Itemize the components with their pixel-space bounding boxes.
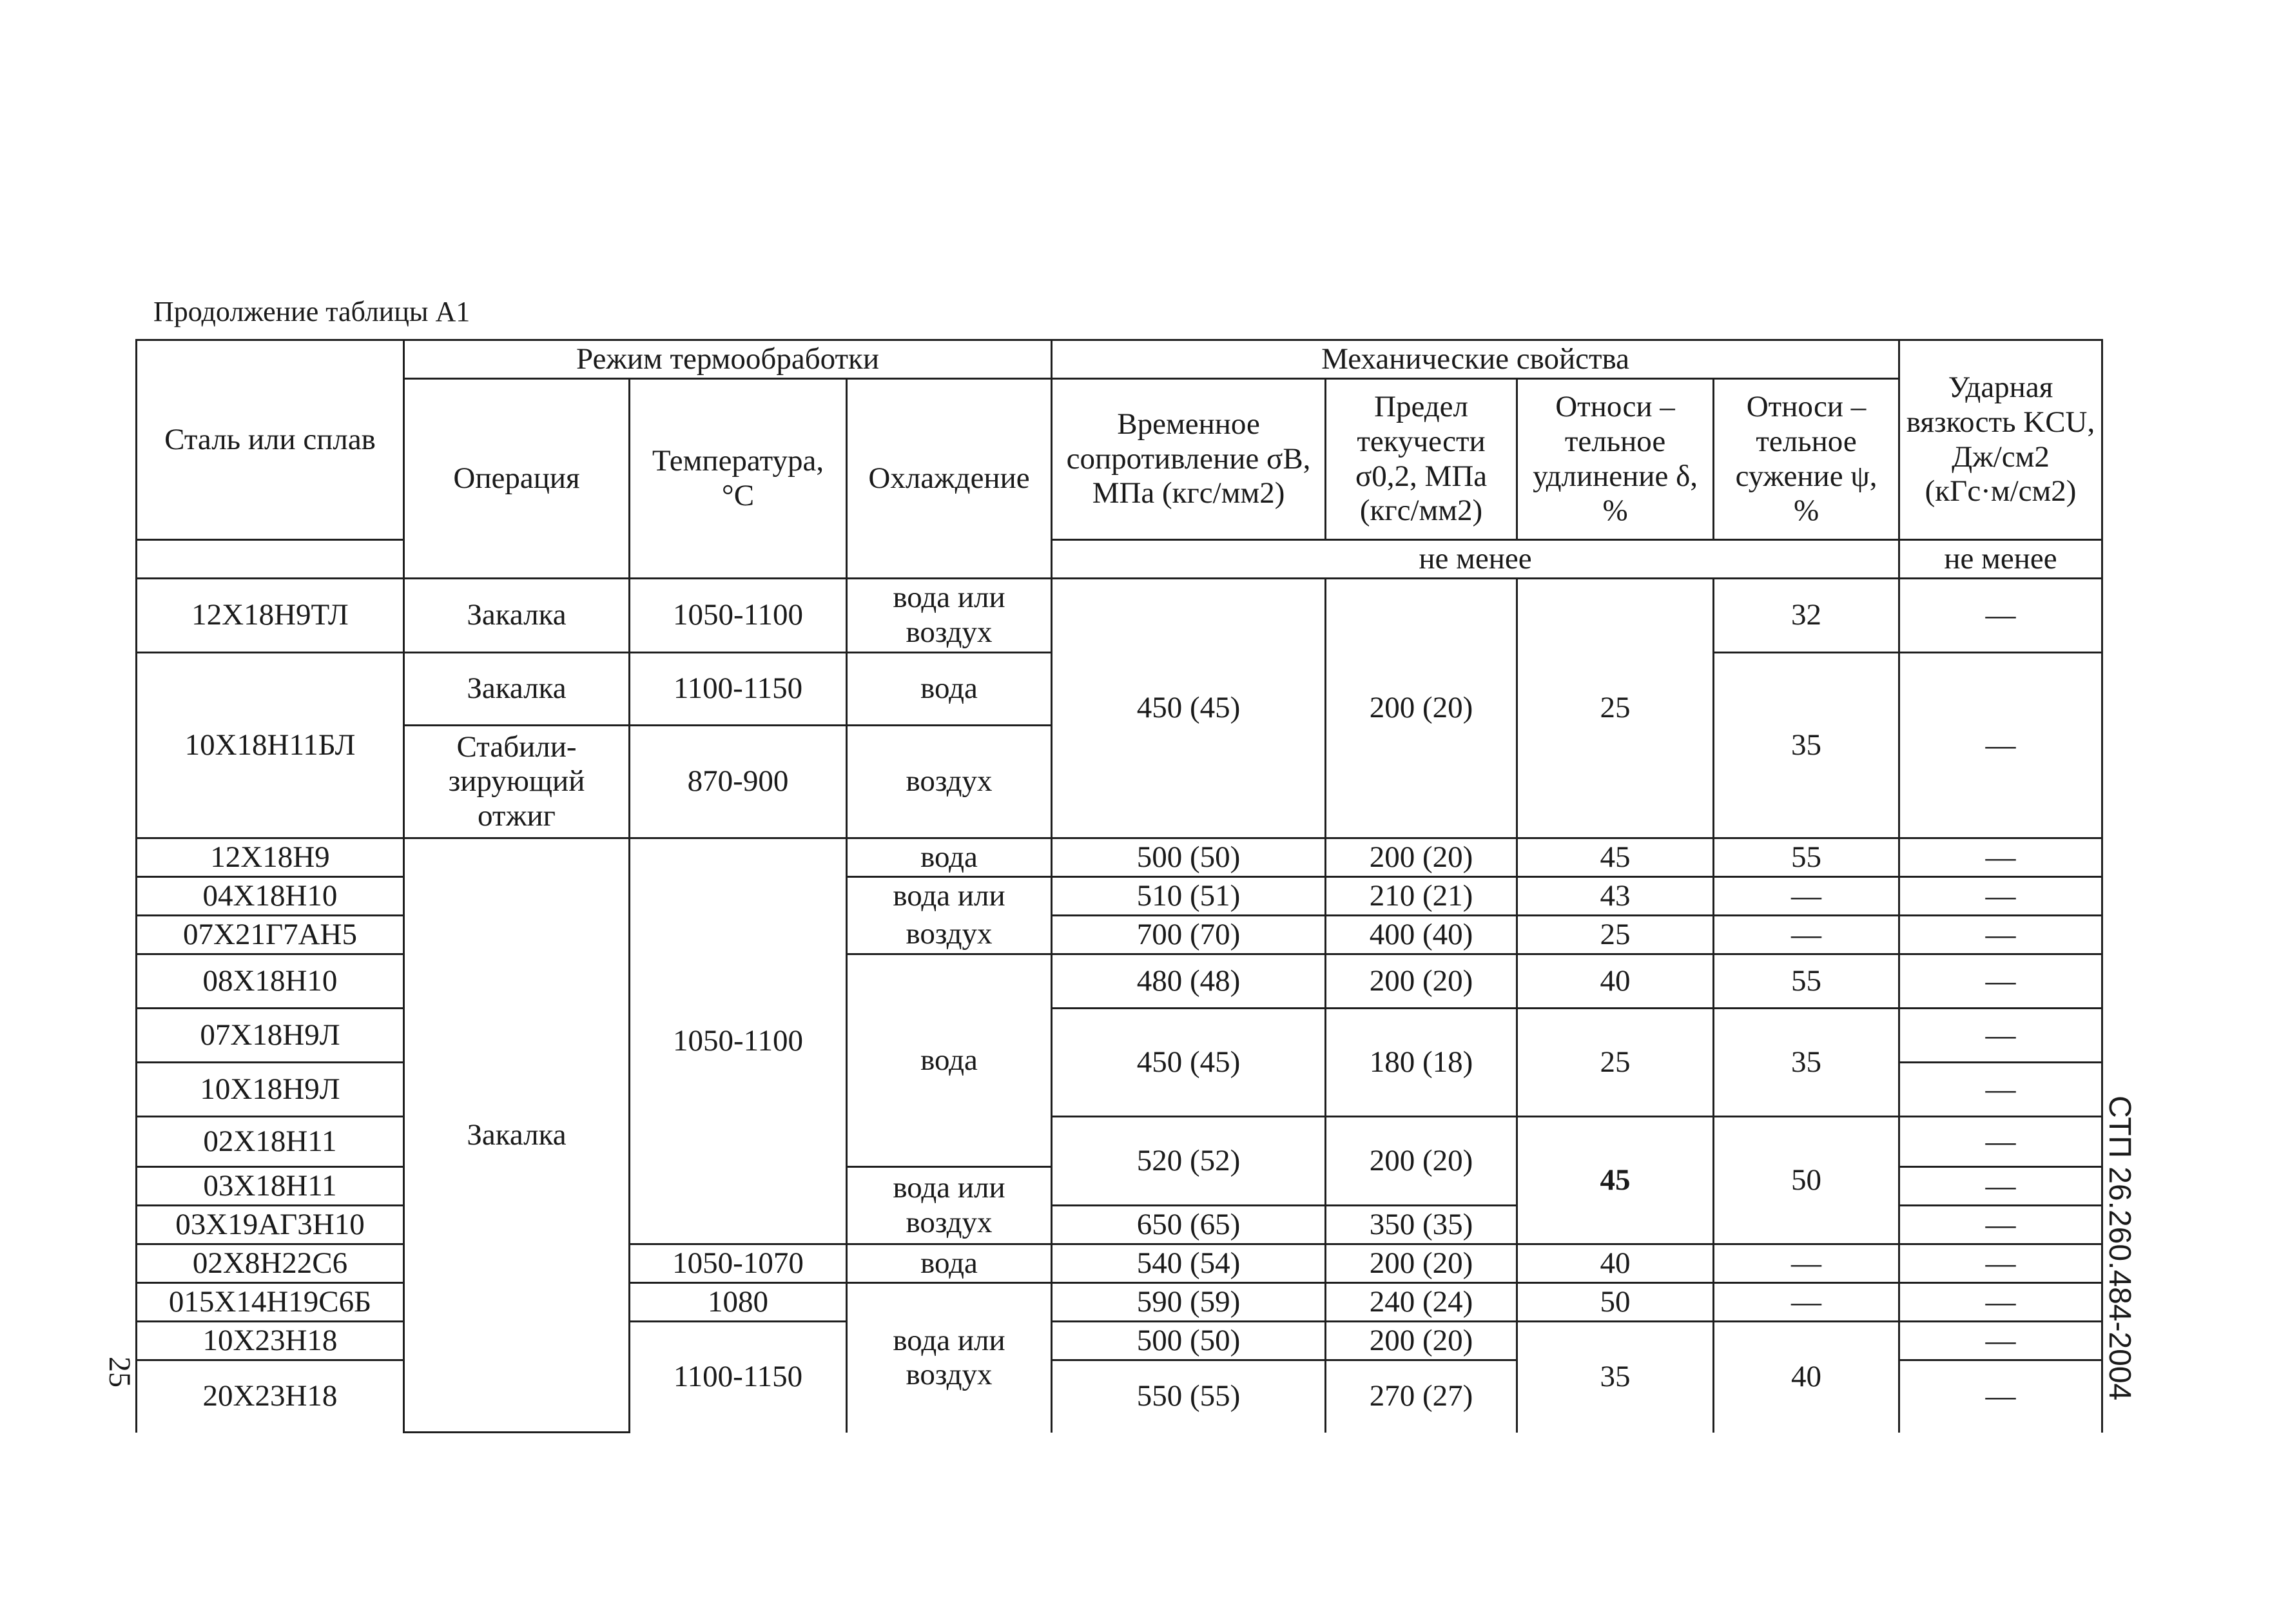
elongation: 50 [1517, 1283, 1714, 1322]
impact-toughness: — [1899, 877, 2102, 916]
elongation: 40 [1517, 954, 1714, 1009]
mechanical-properties-table [135, 339, 2103, 1433]
yield-strength: 270 (27) [1326, 1360, 1517, 1433]
steel-grade: 07Х18Н9Л [137, 1009, 404, 1063]
yield-strength: 200 (20) [1326, 1322, 1517, 1360]
steel-grade: 10Х18Н9Л [137, 1063, 404, 1117]
elongation: 35 [1517, 1322, 1714, 1433]
impact-toughness: — [1899, 579, 2102, 653]
temperature: 1050-1100 [630, 579, 847, 653]
steel-grade: 015Х14Н19С6Б [137, 1283, 404, 1322]
tensile-strength: 520 (52) [1052, 1117, 1326, 1206]
cooling: вода [847, 838, 1052, 877]
table-row [137, 838, 2102, 877]
header-min-impact: не менее [1899, 540, 2102, 579]
impact-toughness: — [1899, 1063, 2102, 1117]
yield-strength: 200 (20) [1326, 954, 1517, 1009]
elongation: 25 [1517, 579, 1714, 838]
impact-toughness: — [1899, 1206, 2102, 1244]
cooling: вода [847, 653, 1052, 726]
steel-grade: 20Х23Н18 [137, 1360, 404, 1433]
impact-toughness: — [1899, 1244, 2102, 1283]
operation: Стабили-зирующий отжиг [404, 726, 630, 838]
impact-toughness: — [1899, 1322, 2102, 1360]
yield-strength: 200 (20) [1326, 1244, 1517, 1283]
impact-toughness: — [1899, 1283, 2102, 1322]
cooling: вода [847, 954, 1052, 1167]
steel-grade: 08Х18Н10 [137, 954, 404, 1009]
yield-strength: 400 (40) [1326, 916, 1517, 954]
header-elongation: Относи – тельное удлинение δ, % [1517, 379, 1714, 540]
tensile-strength: 500 (50) [1052, 838, 1326, 877]
table-caption: Продолжение таблицы А1 [153, 296, 470, 327]
reduction: 40 [1714, 1322, 1899, 1433]
elongation: 45 [1517, 1117, 1714, 1244]
reduction: 35 [1714, 653, 1899, 838]
temperature: 870-900 [630, 726, 847, 838]
tensile-strength: 540 (54) [1052, 1244, 1326, 1283]
cooling: вода или [847, 877, 1052, 916]
header-impact: Ударная вязкость KCU, Дж/см2 (кГс·м/см2) [1899, 340, 2102, 540]
cooling: вода или воздух [847, 579, 1052, 653]
header-mech-props: Механические свойства [1052, 340, 1899, 379]
header-temperature: Температура, °С [630, 379, 847, 579]
document-code: СТП 26.260.484-2004 [2102, 1096, 2137, 1401]
reduction: 55 [1714, 954, 1899, 1009]
steel-grade: 03Х18Н11 [137, 1167, 404, 1206]
operation: Закалка [404, 579, 630, 653]
elongation: 25 [1517, 916, 1714, 954]
yield-strength: 350 (35) [1326, 1206, 1517, 1244]
tensile-strength: 650 (65) [1052, 1206, 1326, 1244]
tensile-strength: 700 (70) [1052, 916, 1326, 954]
steel-grade: 10Х23Н18 [137, 1322, 404, 1360]
header-operation: Операция [404, 379, 630, 579]
reduction: 55 [1714, 838, 1899, 877]
impact-toughness: — [1899, 1009, 2102, 1063]
impact-toughness: — [1899, 1167, 2102, 1206]
tensile-strength: 500 (50) [1052, 1322, 1326, 1360]
impact-toughness: — [1899, 1117, 2102, 1167]
tensile-strength: 550 (55) [1052, 1360, 1326, 1433]
yield-strength: 210 (21) [1326, 877, 1517, 916]
impact-toughness: — [1899, 653, 2102, 838]
reduction: 32 [1714, 579, 1899, 653]
steel-grade: 02Х18Н11 [137, 1117, 404, 1167]
reduction: — [1714, 877, 1899, 916]
impact-toughness: — [1899, 916, 2102, 954]
tensile-strength: 450 (45) [1052, 1009, 1326, 1117]
yield-strength: 200 (20) [1326, 838, 1517, 877]
header-yield: Предел текучести σ0,2, МПа (кгс/мм2) [1326, 379, 1517, 540]
yield-strength: 200 (20) [1326, 1117, 1517, 1206]
page-number: 25 [102, 1357, 137, 1387]
yield-strength: 200 (20) [1326, 579, 1517, 838]
elongation: 43 [1517, 877, 1714, 916]
impact-toughness: — [1899, 838, 2102, 877]
header-heat-mode: Режим термообработки [404, 340, 1052, 379]
steel-grade: 12Х18Н9ТЛ [137, 579, 404, 653]
impact-toughness: — [1899, 954, 2102, 1009]
elongation: 45 [1517, 838, 1714, 877]
impact-toughness: — [1899, 1360, 2102, 1433]
temperature: 1050-1100 [630, 838, 847, 1244]
cooling: вода или воздух [847, 1167, 1052, 1244]
reduction: — [1714, 916, 1899, 954]
reduction: — [1714, 1283, 1899, 1322]
header-reduction: Относи – тельное сужение ψ, % [1714, 379, 1899, 540]
cooling: воздух [847, 916, 1052, 954]
temperature: 1050-1070 [630, 1244, 847, 1283]
cooling: вода [847, 1244, 1052, 1283]
operation: Закалка [404, 838, 630, 1433]
yield-strength: 180 (18) [1326, 1009, 1517, 1117]
steel-grade: 10Х18Н11БЛ [137, 653, 404, 838]
tensile-strength: 510 (51) [1052, 877, 1326, 916]
reduction: 50 [1714, 1117, 1899, 1244]
elongation: 25 [1517, 1009, 1714, 1117]
header-cooling: Охлаждение [847, 379, 1052, 579]
tensile-strength: 450 (45) [1052, 579, 1326, 838]
steel-grade: 02Х8Н22С6 [137, 1244, 404, 1283]
tensile-strength: 480 (48) [1052, 954, 1326, 1009]
elongation: 40 [1517, 1244, 1714, 1283]
operation: Закалка [404, 653, 630, 726]
tensile-strength: 590 (59) [1052, 1283, 1326, 1322]
cooling: воздух [847, 726, 1052, 838]
steel-grade: 04Х18Н10 [137, 877, 404, 916]
header-tensile: Временное сопротивление σВ, МПа (кгс/мм2) [1052, 379, 1326, 540]
reduction: 35 [1714, 1009, 1899, 1117]
temperature: 1100-1150 [630, 653, 847, 726]
header-steel-spacer [137, 540, 404, 579]
table-row [137, 579, 2102, 653]
temperature: 1100-1150 [630, 1322, 847, 1433]
temperature: 1080 [630, 1283, 847, 1322]
reduction: — [1714, 1244, 1899, 1283]
header-steel: Сталь или сплав [137, 340, 404, 540]
steel-grade: 07Х21Г7АН5 [137, 916, 404, 954]
steel-grade: 12Х18Н9 [137, 838, 404, 877]
yield-strength: 240 (24) [1326, 1283, 1517, 1322]
cooling: вода или воздух [847, 1283, 1052, 1433]
steel-grade: 03Х19АГ3Н10 [137, 1206, 404, 1244]
header-min-mech: не менее [1052, 540, 1899, 579]
